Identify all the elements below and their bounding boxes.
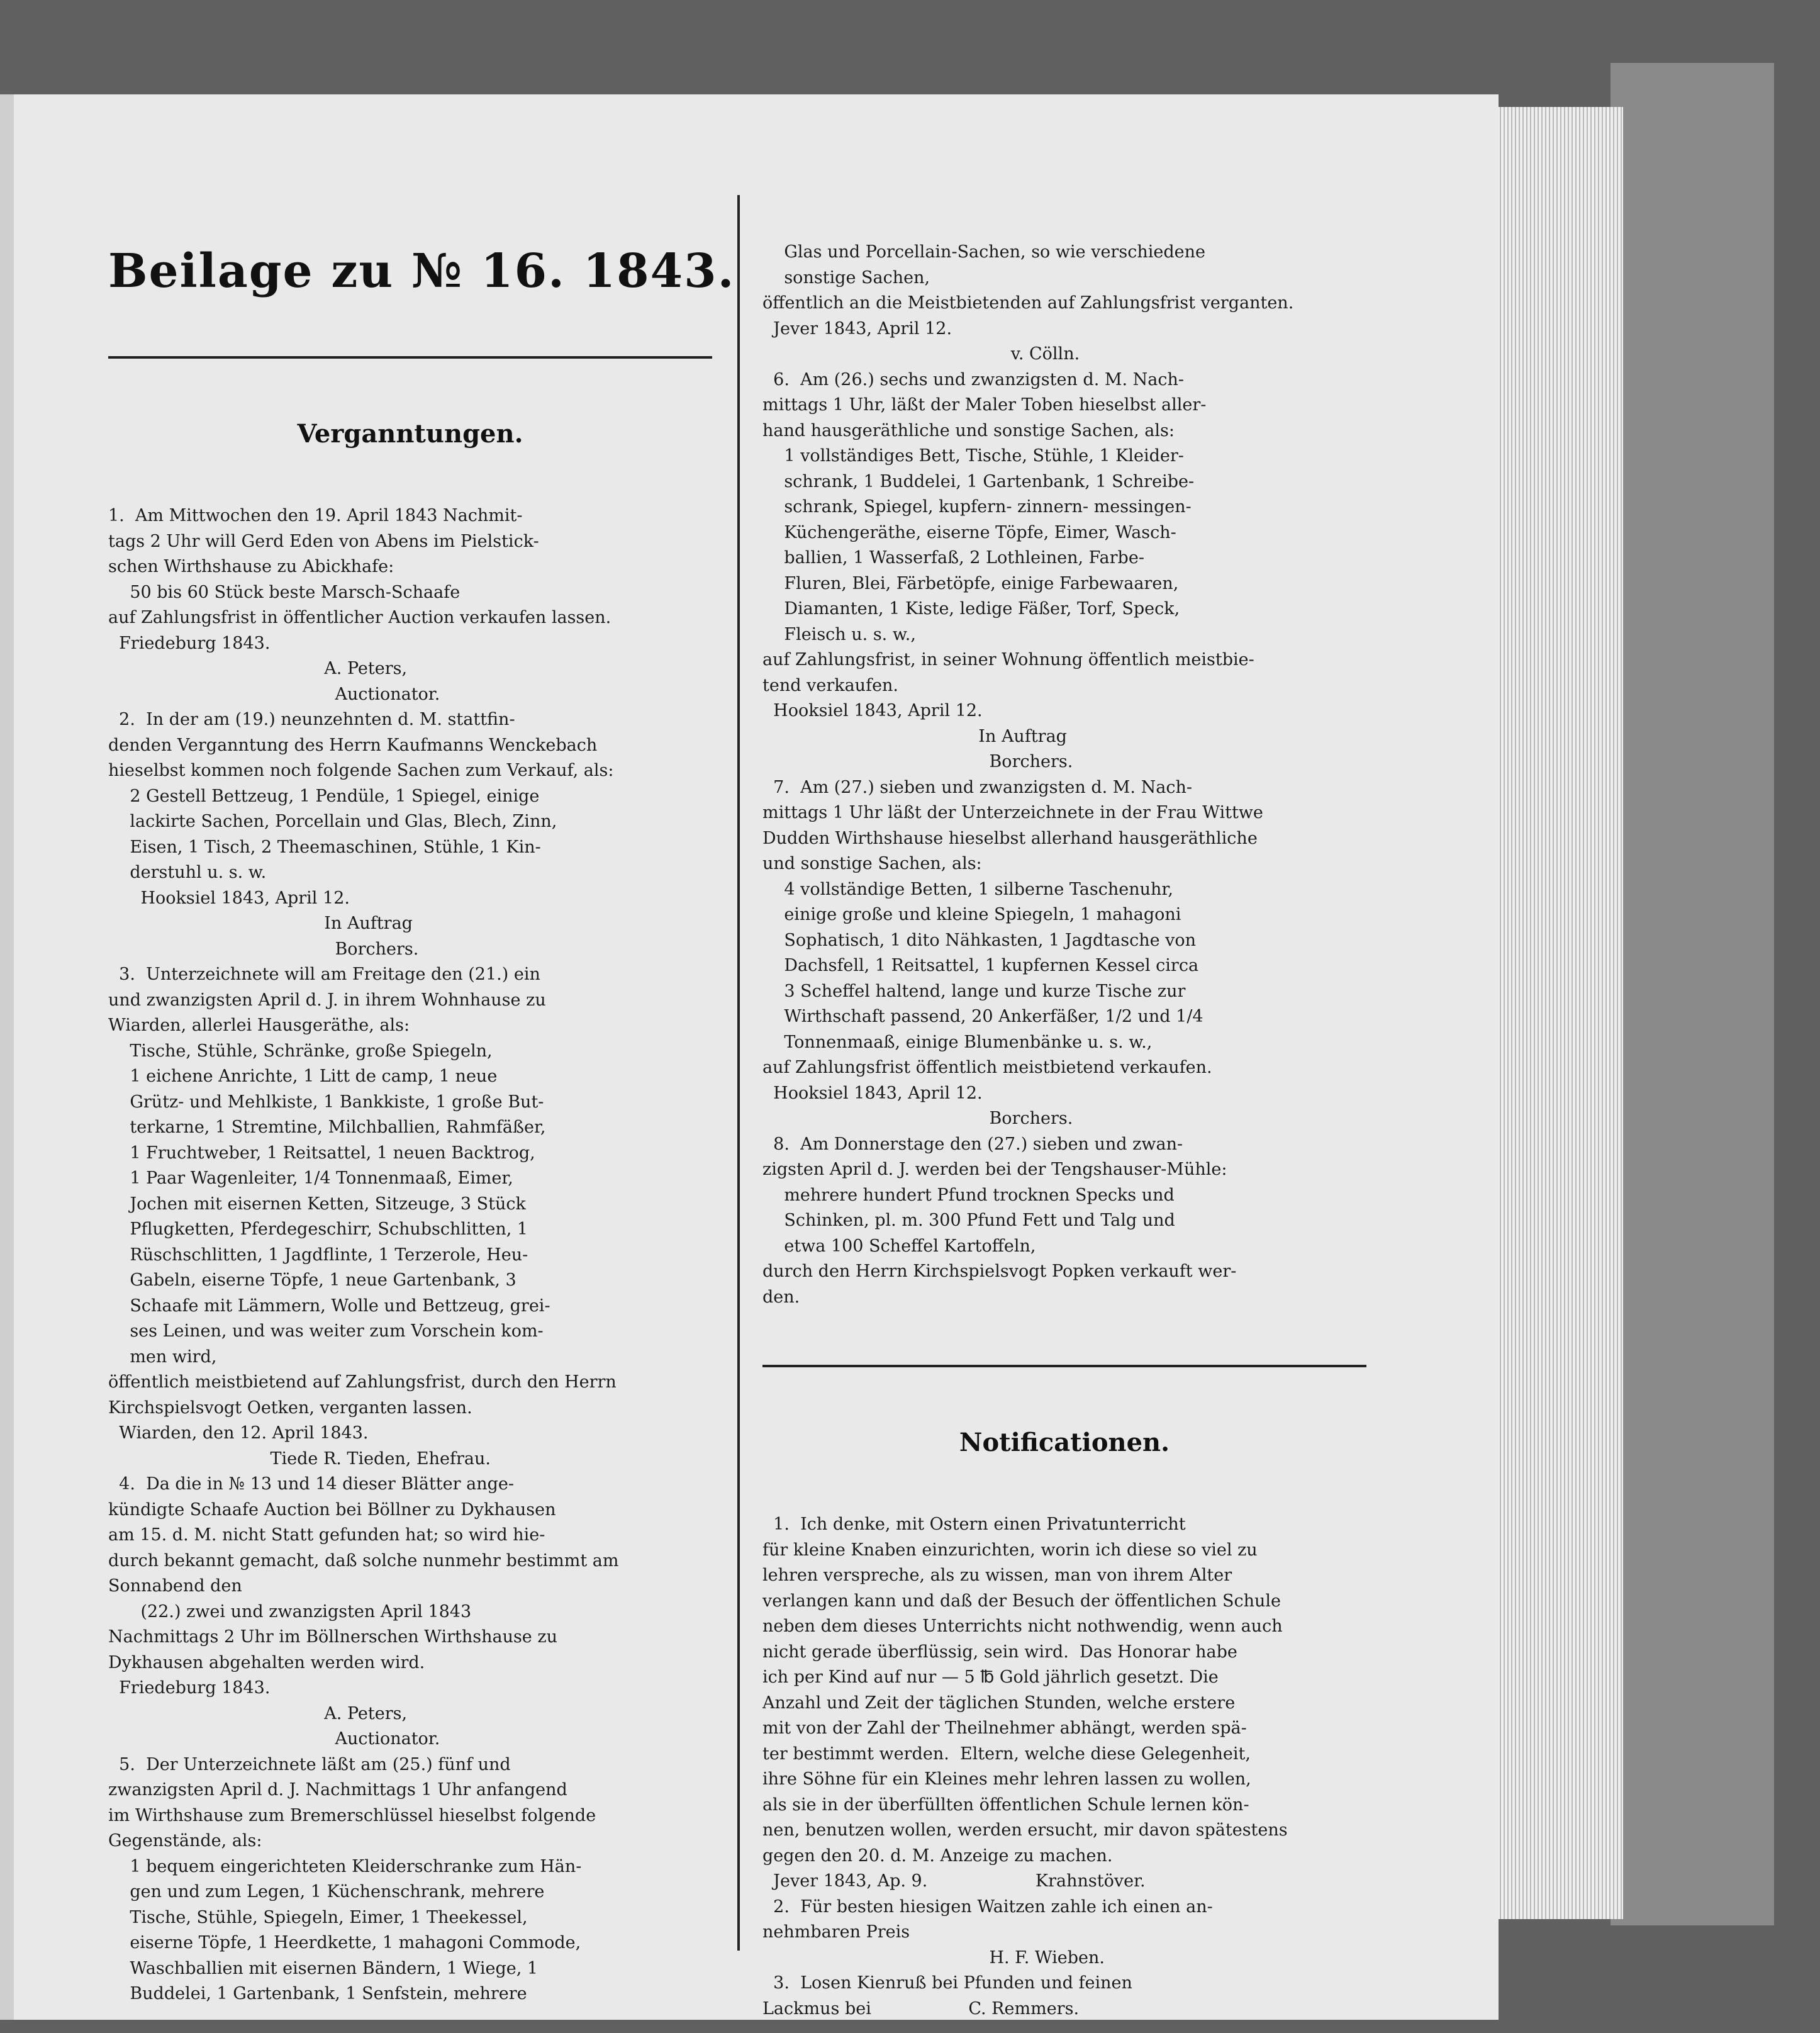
book-cover-edge [1611, 63, 1774, 1925]
right-column-text-bottom: 1. Ich denke, mit Ostern einen Privatunterricht für kleine Knaben einzurichten, worin ich diese so viel zu lehren verspreche, als zu wissen, man von ihrem Alter verlangen kann und daß der Besuch der öffentlichen Schule neben dem dieses Unterrichts nicht nothwendig, wenn auch nicht gerade überflüssig, sein wird. Das Honorar habe ich per Kind auf nur — 5 ℔ Gold jährlich gesetzt. Die Anzahl und Zeit der täglichen Stunden, welche erstere mit von der Zahl der Theilnehmer abhängt, werden spä- ter bestimmt werden. Eltern, welche diese Gelegenheit, ihre Söhne für ein Kleines mehr lehren lassen zu wollen, als sie in der überfüllten öffentlichen Schule lernen kön- nen, benutzen wollen, werden ersucht, mir davon spätestens gegen den 20. d. M. Anzeige zu machen. Jever 1843, Ap. 9. Krahnstöver. 2. Für besten hiesigen Waitzen zahle ich einen an- nehmbaren Preis H. F. Wieben. 3. Losen Kienruß bei Pfunden und feinen Lackmus bei C. Remmers. [762, 1515, 1288, 2019]
newspaper-page [14, 94, 1499, 2020]
left-column-text: 1. Am Mittwochen den 19. April 1843 Nachmit- tags 2 Uhr will Gerd Eden von Abens im Pielstick- schen Wirthshause zu Abickhafe: 50 bis 60 Stück beste Marsch-Schaafe auf Zahlungsfrist in öffentlicher Auction verkaufen lassen. Friedeburg 1843. A. Peters, Auctionator. 2. In der am (19.) neunzehnten d. M. stattfin- denden Verganntung des Herrn Kaufmanns Wenckebach hieselbst kommen noch folgende Sachen zum Verkauf, als: 2 Gestell Bettzeug, 1 Pendüle, 1 Spiegel, einige lackirte Sachen, Porcellain und Glas, Blech, Zinn, Eisen, 1 Tisch, 2 Theemaschinen, Stühle, 1 Kin- derstuhl u. s. w. Hooksiel 1843, April 12. In Auftrag Borchers. 3. Unterzeichnete will am Freitage den (21.) ein und zwanzigsten April d. J. in ihrem Wohnhause zu Wiarden, allerlei Hausgeräthe, als: Tische, Stühle, Schränke, große Spiegeln, 1 eichene Anrichte, 1 Litt de camp, 1 neue Grütz- und Mehlkiste, 1 Bankkiste, 1 große But- terkarne, 1 Stremtine, Milchballien, Rahmfäßer, 1 Fruchtweber, 1 Reitsattel, 1 neuen Backtrog, 1 Paar Wagenleiter, 1/4 Tonnenmaaß, Eimer, Jochen mit eisernen Ketten, Sitzeuge, 3 Stück Pflugketten, Pferdegeschirr, Schubschlitten, 1 Rüschschlitten, 1 Jagdflinte, 1 Terzerole, Heu- Gabeln, eiserne Töpfe, 1 neue Gartenbank, 3 Schaafe mit Lämmern, Wolle und Bettzeug, grei- ses Leinen, und was weiter zum Vorschein kom- men wird, öffentlich meistbietend auf Zahlungsfrist, durch den Herrn Kirchspielsvogt Oetken, verganten lassen. Wiarden, den 12. April 1843. Tiede R. Tieden, Ehefrau. 4. Da die in № 13 und 14 dieser Blätter ange- kündigte Schaafe Auction bei Böllner zu Dykhausen am 15. d. M. nicht Statt gefunden hat; so wird hie- durch bekannt gemacht, daß solche nunmehr bestimmt am Sonnabend den (22.) zwei und zwanzigsten April 1843 Nachmittags 2 Uhr im Böllnerschen Wirthshause zu Dykhausen abgehalten werden wird. Friedeburg 1843. A. Peters, Auctionator. 5. Der Unterzeichnete läßt am (25.) fünf und zwanzigsten April d. J. Nachmittags 1 Uhr anfangend im Wirthshause zum Bremerschlüssel hieselbst folgende Gegenstände, als: 1 bequem eingerichteten Kleiderschranke zum Hän- gen und zum Legen, 1 Küchenschrank, mehrere Tische, Stühle, Spiegeln, Eimer, 1 Theekessel, eiserne Töpfe, 1 Heerdkette, 1 mahagoni Commode, Waschballien mit eisernen Bändern, 1 Wiege, 1 Buddelei, 1 Gartenbank, 1 Senfstein, mehrere [108, 506, 619, 2003]
page-stack-edge [1497, 107, 1623, 1919]
left-column [108, 189, 735, 2033]
section-heading-notificationen: Notificationen. [959, 1428, 1170, 1457]
section-rule [762, 1365, 1366, 1367]
page-content [108, 189, 1366, 2019]
facing-page-edge [0, 94, 14, 2020]
title-rule [108, 356, 712, 359]
column-divider [737, 195, 740, 1951]
page-title: Beilage zu № 16. 1843. [108, 244, 735, 298]
right-column-text-top: Glas und Porcellain-Sachen, so wie verschiedene sonstige Sachen, öffentlich an die Meistbietenden auf Zahlungsfrist verganten. Jever 1843, April 12. v. Cölln. 6. Am (26.) sechs und zwanzigsten d. M. Nach- mittags 1 Uhr, läßt der Maler Toben hieselbst aller- hand hausgeräthliche und sonstige Sachen, als: 1 vollständiges Bett, Tische, Stühle, 1 Kleider- schrank, 1 Buddelei, 1 Gartenbank, 1 Schreibe- schrank, Spiegel, kupfern- zinnern- messingen- Küchengeräthe, eiserne Töpfe, Eimer, Wasch- ballien, 1 Wasserfaß, 2 Lothleinen, Farbe- Fluren, Blei, Färbetöpfe, einige Farbewaaren, Diamanten, 1 Kiste, ledige Fäßer, Torf, Speck, Fleisch u. s. w., auf Zahlungsfrist, in seiner Wohnung öffentlich meistbie- tend verkaufen. Hooksiel 1843, April 12. In Auftrag Borchers. 7. Am (27.) sieben und zwanzigsten d. M. Nach- mittags 1 Uhr läßt der Unterzeichnete in der Frau Wittwe Dudden Wirthshause hieselbst allerhand hausgeräthliche und sonstige Sachen, als: 4 vollständige Betten, 1 silberne Taschenuhr, einige große und kleine Spiegeln, 1 mahagoni Sophatisch, 1 dito Nähkasten, 1 Jagdtasche von Dachsfell, 1 Reitsattel, 1 kupfernen Kessel circa 3 Scheffel haltend, lange und kurze Tische zur Wirthschaft passend, 20 Ankerfäßer, 1/2 und 1/4 Tonnenmaaß, einige Blumenbänke u. s. w., auf Zahlungsfrist öffentlich meistbietend verkaufen. Hooksiel 1843, April 12. Borchers. 8. Am Donnerstage den (27.) sieben und zwan- zigsten April d. J. werden bei der Tengshauser-Mühle: mehrere hundert Pfund trocknen Specks und Schinken, pl. m. 300 Pfund Fett und Talg und etwa 100 Scheffel Kartoffeln, durch den Herrn Kirchspielsvogt Popken verkauft wer- den. [762, 242, 1294, 1307]
section-heading-verganntungen: Verganntungen. [297, 419, 523, 449]
right-column [762, 189, 1366, 2033]
